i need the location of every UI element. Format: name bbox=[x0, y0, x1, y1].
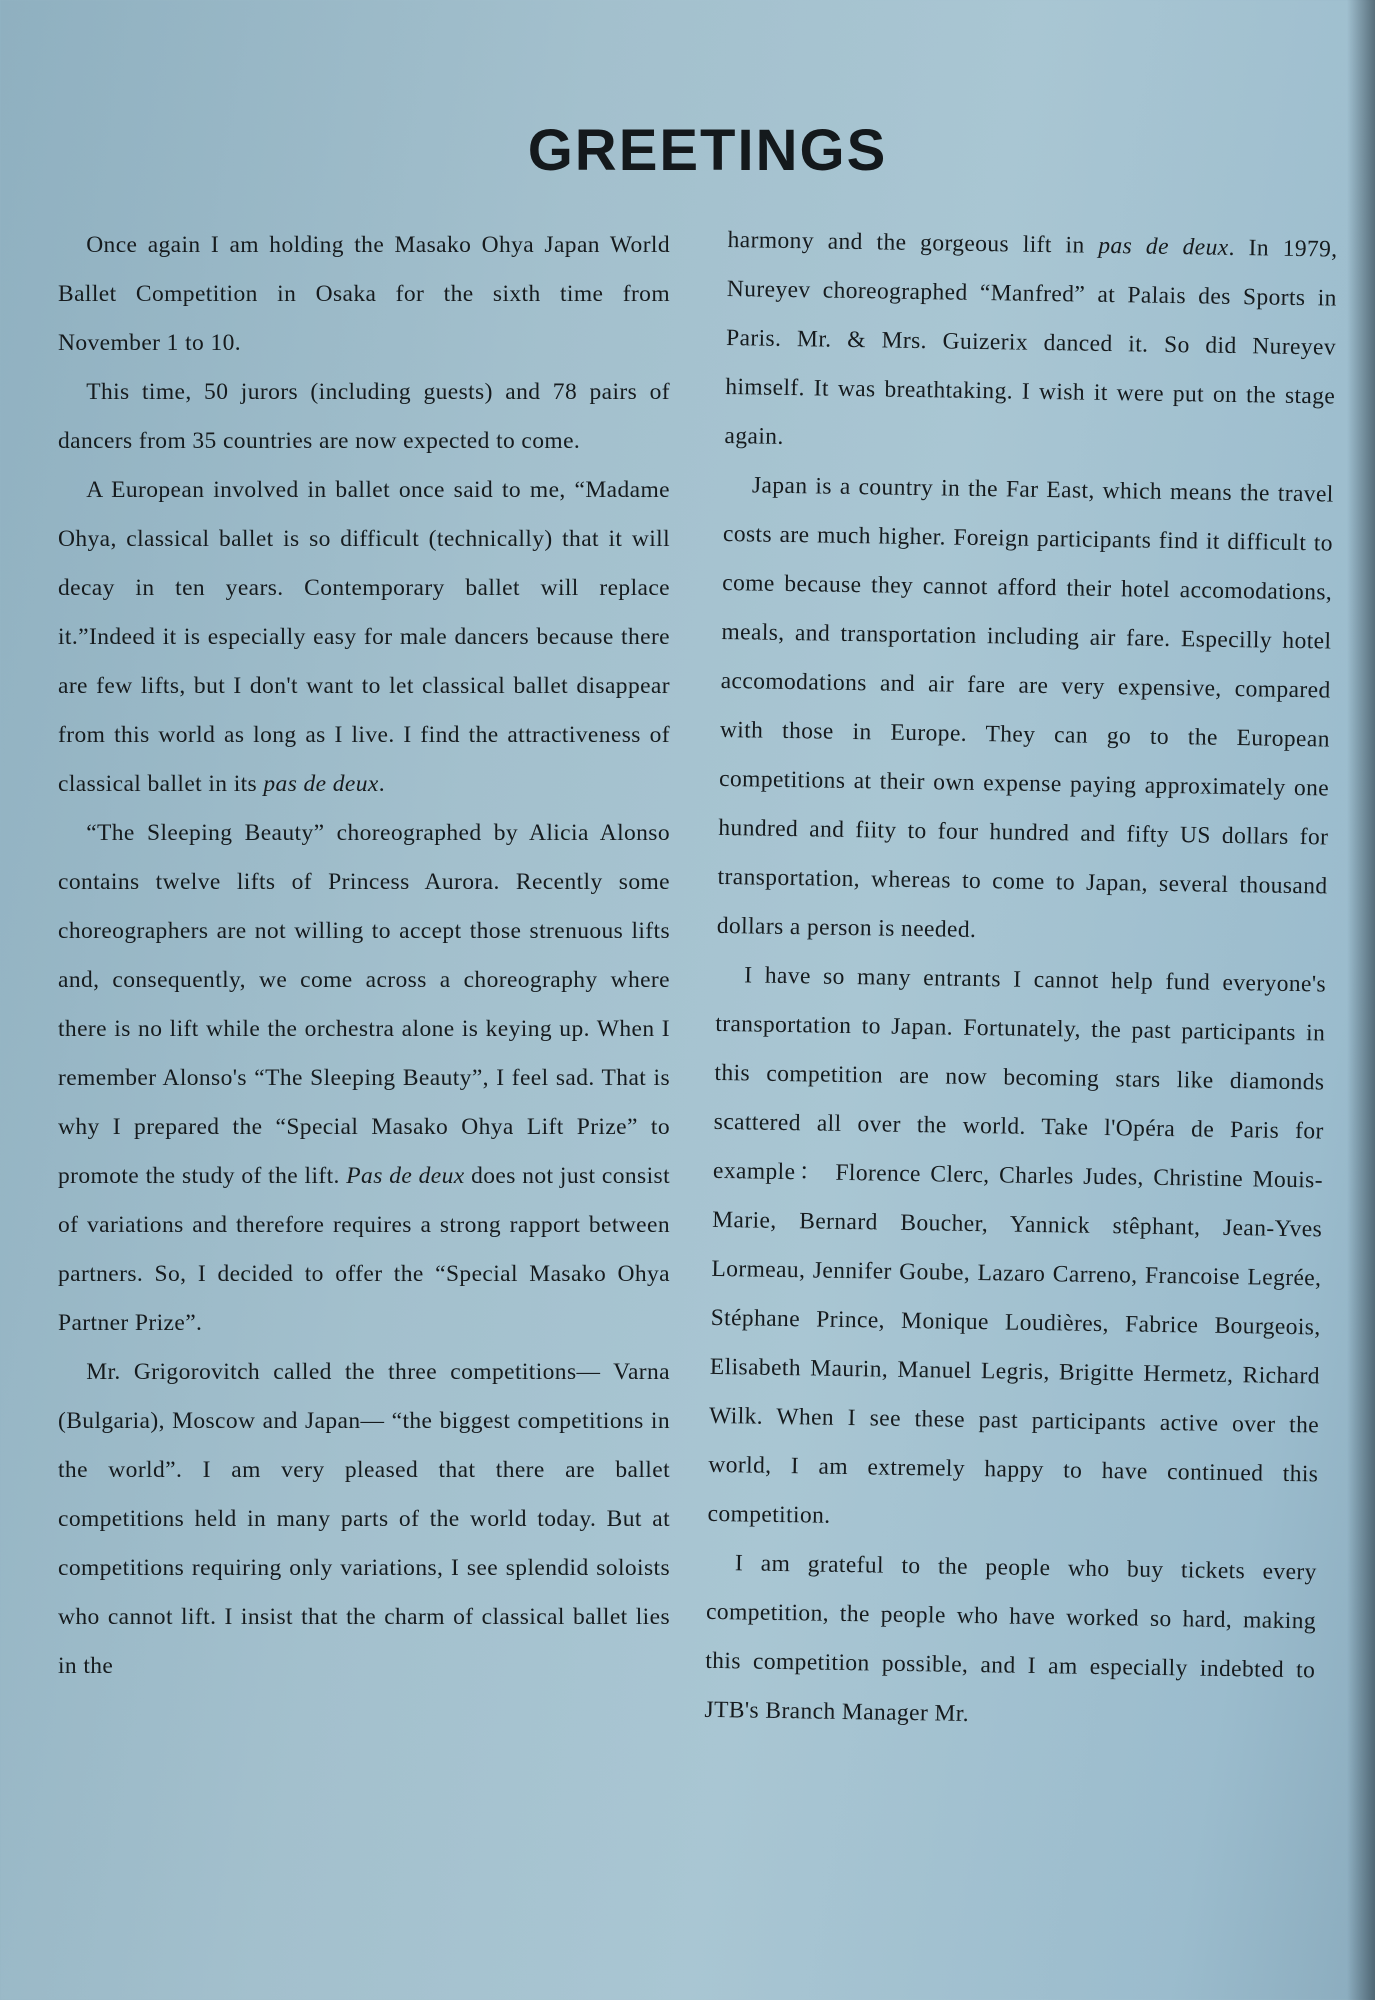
page-title: GREETINGS bbox=[527, 117, 888, 183]
paragraph: Once again I am holding the Masako Ohya Japan World Ballet Competition in Osaka for the sixth time from November 1 to 10. bbox=[58, 232, 670, 356]
right-text-column bbox=[704, 216, 1338, 1744]
paragraph: A European involved in ballet once said to me, “Madame Ohya, classical ballet is so difficult (technically) that it will decay in ten years. Contemporary ballet will replace it.”Indeed it is especially easy for male dancers because there are few lifts, but I don't want to let classical ballet disappear from this world as long as I live. I find the attractiveness of classical ballet in its pas de deux. bbox=[58, 477, 670, 797]
paragraph: This time, 50 jurors (including guests) and 78 pairs of dancers from 35 countries are now expected to come. bbox=[58, 379, 670, 454]
paragraph: “The Sleeping Beauty” choreographed by Alicia Alonso contains twelve lifts of Princess Aurora. Recently some choreographers are not willing to accept those strenuous lifts and, consequently, we come across a choreography where there is no lift while the orchestra alone is keying up. When I remember Alonso's “The Sleeping Beauty”, I feel sad. That is why I prepared the “Special Masako Ohya Lift Prize” to promote the study of the lift. Pas de deux does not just consist of variations and therefore requires a strong rapport between partners. So, I decided to offer the “Special Masako Ohya Partner Prize”. bbox=[58, 820, 671, 1336]
paragraph-continued: harmony and the gorgeous lift in pas de deux. In 1979, Nureyev choreographed “Manfred” at Palais des Sports in Paris. Mr. & Mrs. Guizerix danced it. So did Nureyev himself. It was breathtaking. I wish it were put on the stage again. bbox=[724, 226, 1338, 450]
page-edge-shadow bbox=[1347, 0, 1375, 2000]
left-text-column bbox=[58, 221, 670, 1691]
paragraph: Japan is a country in the Far East, which means the travel costs are much higher. Foreign participants find it difficult to come because they cannot afford their hotel accomodations, meals, and transportation including air fare. Especilly hotel accomodations and air fare are very expensive, compared with those in Europe. They can go to the European competitions at their own expense paying approximately one hundred and fiity to four hundred and fifty US dollars for transportation, whereas to come to Japan, several thousand dollars a person is needed. bbox=[716, 472, 1334, 943]
paragraph: Mr. Grigorovitch called the three competitions— Varna (Bulgaria), Moscow and Japan— “the biggest competitions in the world”. I am very pleased that there are ballet competitions held in many parts of the world today. But at competitions requiring only variations, I see splendid soloists who cannot lift. I insist that the charm of classical ballet lies in the bbox=[58, 1359, 670, 1679]
paragraph: I am grateful to the people who buy tickets every competition, the people who have worked so hard, making this competition possible, and I am especially indebted to JTB's Branch Manager Mr. bbox=[704, 1550, 1317, 1727]
italic-term: pas de deux bbox=[1098, 232, 1229, 261]
italic-term: Pas de deux bbox=[346, 1163, 465, 1189]
paragraph: I have so many entrants I cannot help fund everyone's transportation to Japan. Fortunately, the past participants in this competition are now becoming stars like diamonds scattered all over the world. Take l'Opéra de Paris for example： Florence Clerc, Charles Judes, Christine Mouis-Marie, Bernard Boucher, Yannick stêphant, Jean-Yves Lormeau, Jennifer Goube, Lazaro Carreno, Francoise Legrée, Stéphane Prince, Monique Loudières, Fabrice Bourgeois, Elisabeth Maurin, Manuel Legris, Brigitte Hermetz, Richard Wilk. When I see these past participants active over the world, I am extremely happy to have continued this competition. bbox=[707, 962, 1327, 1529]
italic-term: pas de deux bbox=[263, 771, 379, 797]
